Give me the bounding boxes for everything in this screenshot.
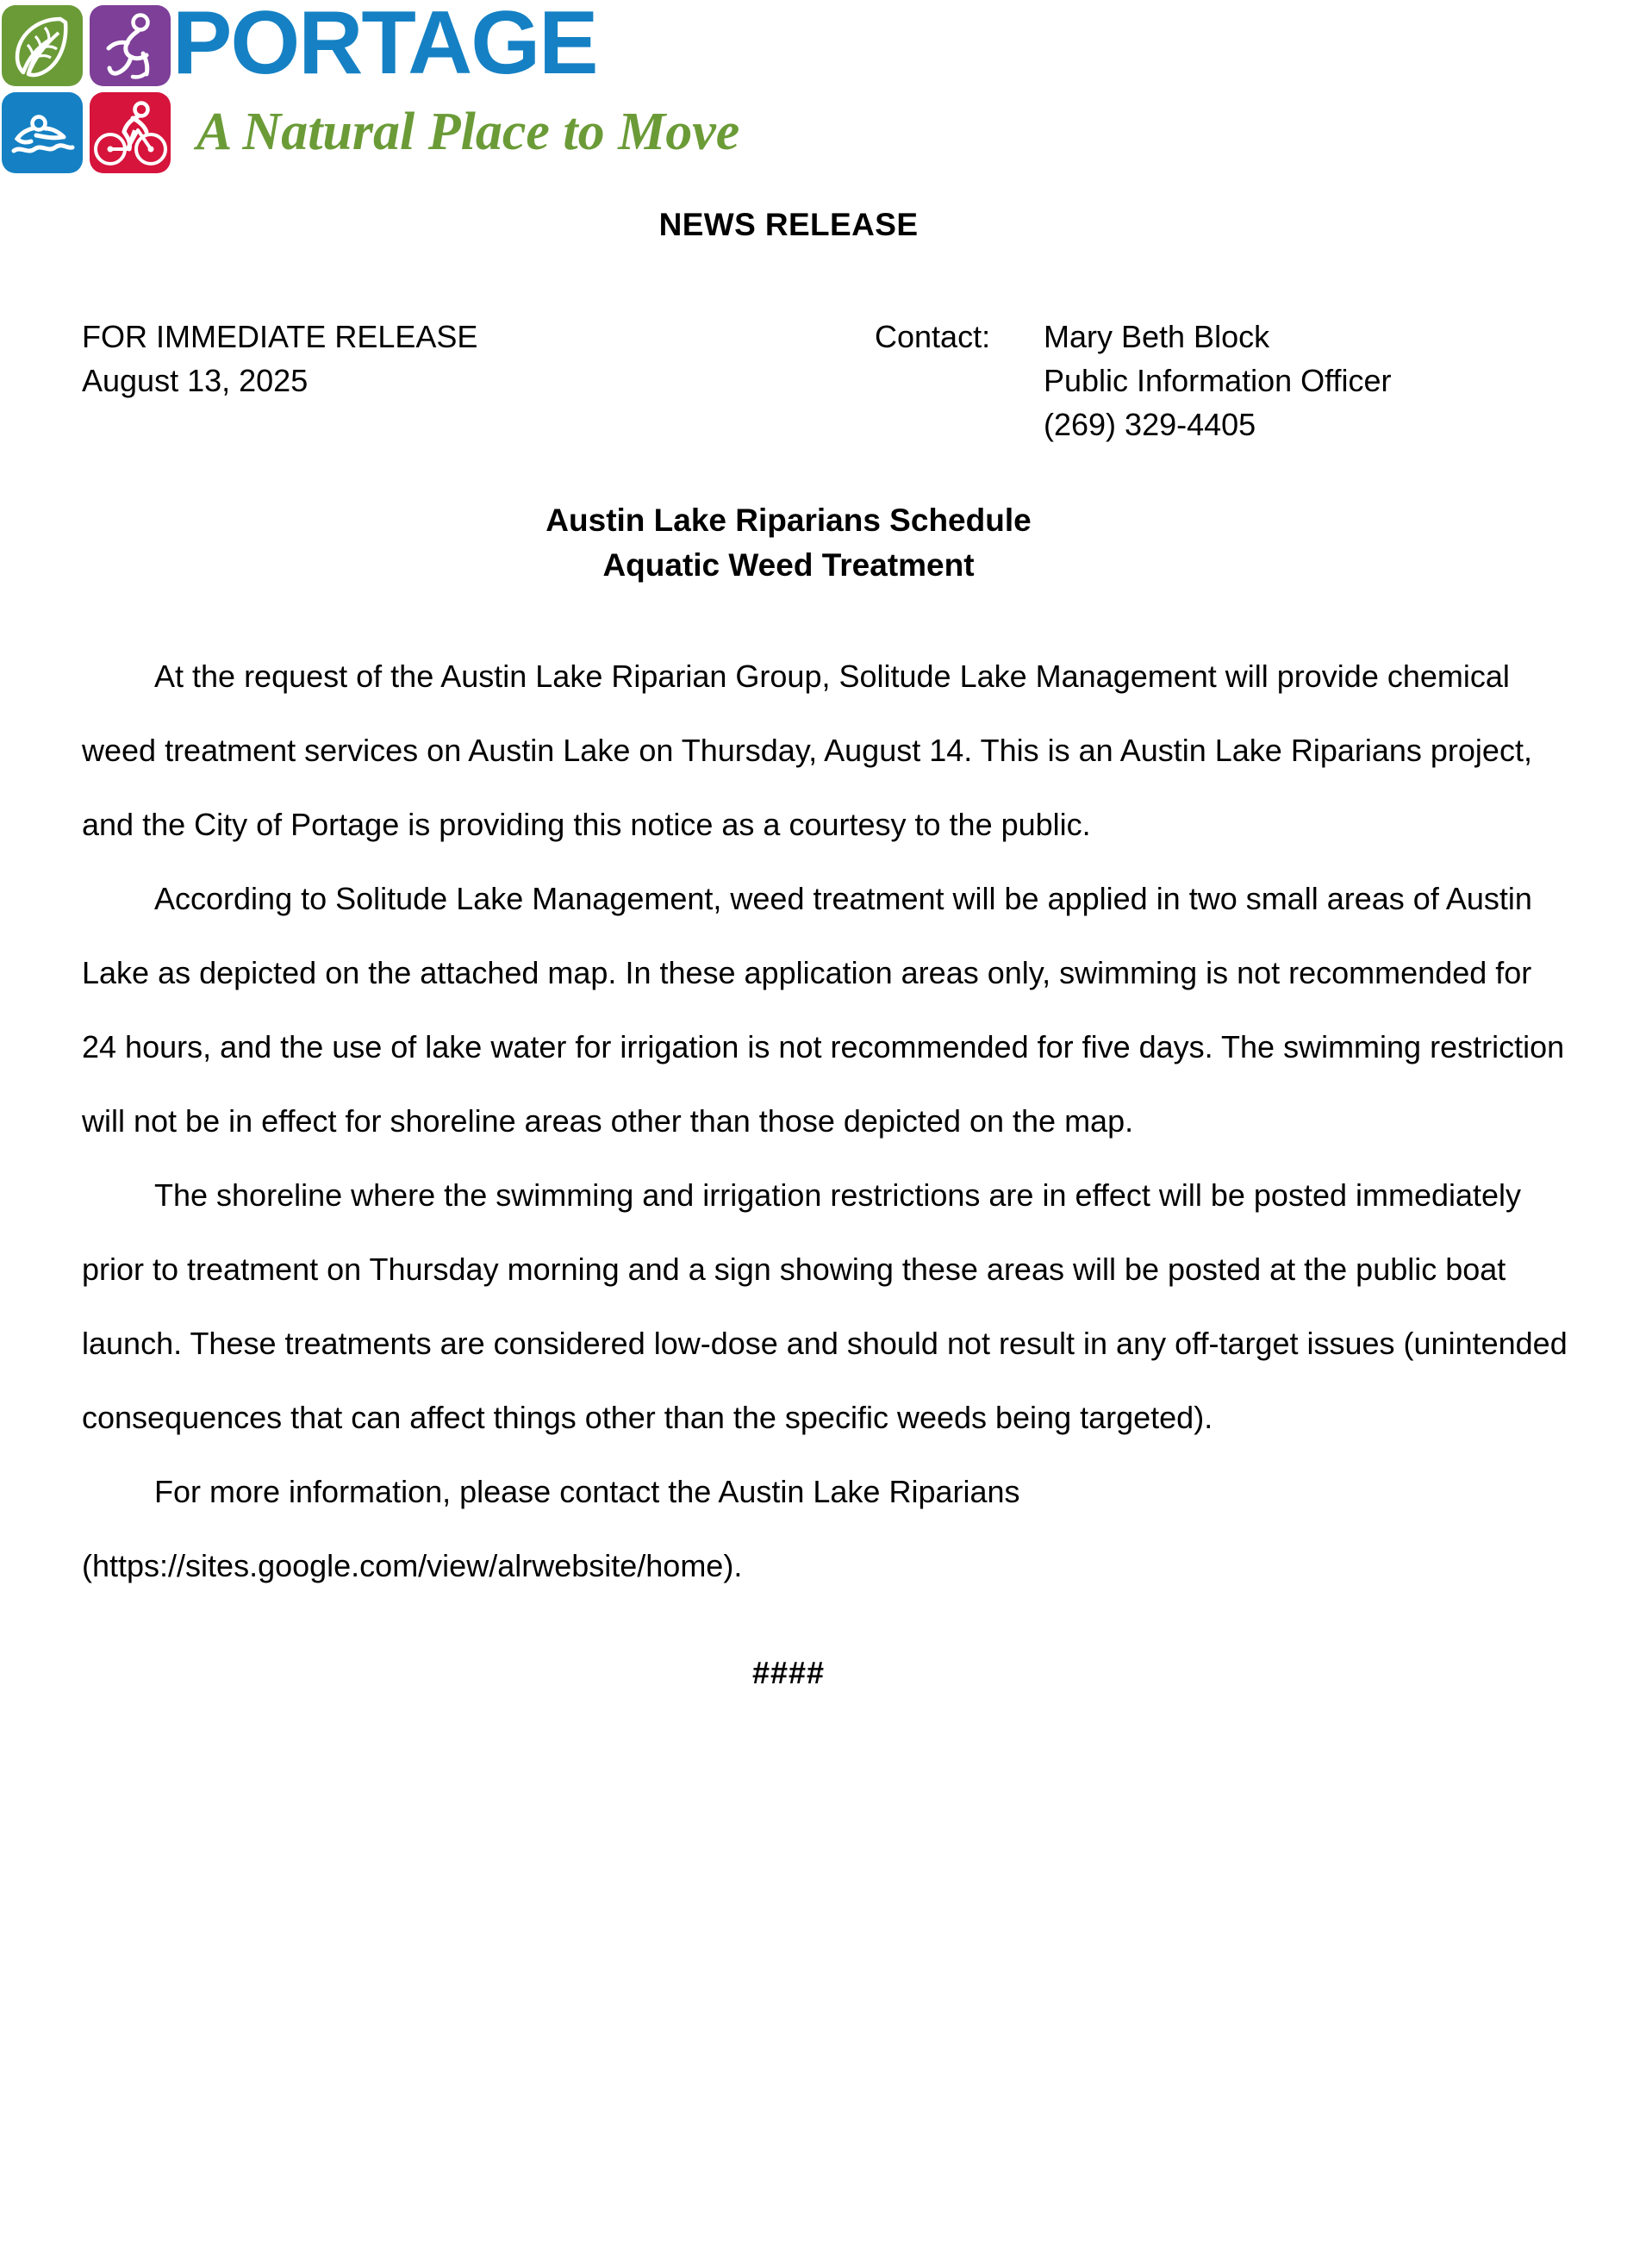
contact-title-line	[875, 359, 1392, 403]
leaf-icon	[2, 5, 83, 86]
paragraph-3: The shoreline where the swimming and irrigation restrictions are in effect will be posted immediately prior to treatment on Thursday morning and a sign showing these areas will be posted at the public boat launch. These treatments are considered low-dose and should not result in any off-target issues (unintended consequences that can affect things other than the specific weeds being targeted).	[82, 1177, 1568, 1435]
release-date: August 13, 2025	[82, 363, 309, 398]
contact-name: Mary Beth Block	[1044, 319, 1270, 354]
cyclist-icon	[90, 92, 171, 173]
contact-title: Public Information Officer	[1044, 363, 1392, 398]
release-meta-row	[82, 315, 1570, 444]
body-copy	[82, 640, 1570, 1603]
contact-name-line	[875, 315, 1392, 359]
document-body	[82, 207, 1570, 1691]
page-title: NEWS RELEASE	[658, 207, 919, 242]
subject-title	[82, 498, 1495, 588]
contact-phone: (269) 329-4405	[1044, 407, 1256, 442]
subject-title-line-1: Austin Lake Riparians Schedule	[545, 503, 1032, 538]
runner-icon	[90, 5, 171, 86]
contact-block	[875, 315, 1392, 446]
logo-tagline: A Natural Place to Move	[196, 103, 740, 161]
contact-label: Contact:	[875, 319, 991, 354]
logo-wordmark: PORTAGE	[172, 0, 597, 93]
swimmer-icon	[2, 92, 83, 173]
paragraph-2: According to Solitude Lake Management, weed treatment will be applied in two small areas of Austin Lake as depicted on the attached map. In these application areas only, swimming is not recommended for 24 hours, and the use of lake water for irrigation is not recommended for five days. The swimming restriction will not be in effect for shoreline areas other than those depicted on the map.	[82, 881, 1565, 1139]
subject-title-line-2: Aquatic Weed Treatment	[602, 547, 975, 583]
logo-icon-tiles	[2, 5, 174, 173]
end-mark: ####	[751, 1655, 826, 1690]
runner-tile	[90, 5, 171, 86]
portage-logo	[0, 0, 740, 174]
paragraph-4: For more information, please contact the Austin Lake Riparians	[154, 1474, 1020, 1509]
paragraph-1: At the request of the Austin Lake Riparian Group, Solitude Lake Management will provide chemical weed treatment services on Austin Lake on Thursday, August 14. This is an Austin Lake Riparians project, and the City of Portage is providing this notice as a courtesy to the public.	[82, 659, 1532, 842]
release-status: FOR IMMEDIATE RELEASE	[82, 319, 478, 354]
swimmer-tile	[2, 92, 83, 173]
leaf-tile	[2, 5, 83, 86]
contact-phone-line	[875, 403, 1392, 446]
cyclist-tile	[90, 92, 171, 173]
release-status-block	[82, 315, 477, 403]
paragraph-4-url: (https://sites.google.com/view/alrwebsite/home).	[82, 1548, 743, 1583]
